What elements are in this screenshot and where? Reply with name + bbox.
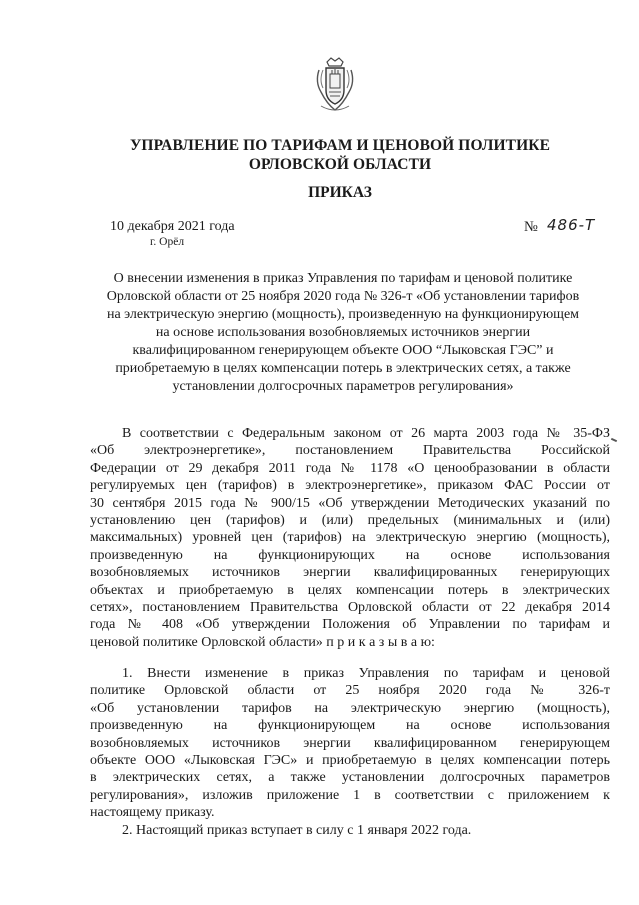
document-date: 10 декабря 2021 года [110, 219, 235, 234]
subject-line: приобретаемую в целях компенсации потерь в электрических сетях, а также [115, 361, 571, 376]
subject-line: на основе использования возобновляемых источников энергии [155, 325, 531, 340]
document-city: г. Орёл [150, 236, 185, 248]
item-1-line: настоящему приказу. [90, 805, 215, 821]
preamble-line: произведенную на функционирующих на основе использования [90, 547, 610, 563]
item-1-line: произведенную на функционирующем на основе использования [90, 718, 610, 734]
item-1-line: регулирования», изложив приложение 1 в соответствии с приложением к [90, 787, 610, 803]
item-1-line: объекте ООО «Лыковская ГЭС» и приобретаемую в целях компенсации потерь [90, 753, 610, 769]
preamble-line: объектах и приобретаемую в целях компенсации потерь в электрических [90, 582, 610, 598]
preamble-line: регулируемых цен (тарифов) в электроэнергетике», приказом ФАС России от [90, 478, 610, 494]
item-1-line: «Об установлении тарифов на электрическую энергию (мощность), [90, 700, 610, 716]
preamble-line: возобновляемых источников энергии квалифицированных генерирующих [90, 565, 610, 581]
document-number-label: № [524, 219, 538, 235]
item-1-line: политике Орловской области от 25 ноября 2020 года № 326-т [90, 683, 610, 699]
preamble-line: ценовой политике Орловской области» п р и к а з ы в а ю: [90, 634, 435, 650]
agency-name [60, 136, 620, 174]
subject-line: установлении долгосрочных параметров регулирования» [172, 379, 514, 394]
subject-line: квалифицированном генерирующем объекте ООО “Лыковская ГЭС” и [132, 343, 554, 358]
subject-line: О внесении изменения в приказ Управления по тарифам и ценовой политике [113, 271, 573, 286]
preamble-line: В соответствии с Федеральным законом от 26 марта 2003 года № 35-ФЗ [122, 426, 610, 441]
preamble-line: максимальных) уровней цен (тарифов) на электрическую энергию (мощность), [90, 530, 610, 546]
document-number-handwritten: 486-Т [547, 216, 596, 234]
preamble-line: сетях», постановлением Правительства Орловской области от 22 декабря 2014 [90, 599, 610, 615]
item-1-line: возобновляемых источников энергии квалифицированном генерирующем [90, 735, 610, 751]
agency-name-line-2: ОРЛОВСКОЙ ОБЛАСТИ [248, 156, 432, 173]
preamble-line: установлению цен (тарифов) и (или) предельных (минимальных и (или) [90, 512, 610, 528]
preamble-line: Федерации от 29 декабря 2011 года № 1178 «О ценообразовании в области [90, 460, 610, 476]
preamble-line: «Об электроэнергетике», постановлением Правительства Российской [90, 443, 610, 459]
subject-line: Орловской области от 25 ноября 2020 года № 326-т «Об установлении тарифов [106, 289, 580, 304]
preamble-line: 30 сентября 2015 года № 900/15 «Об утверждении Методических указаний по [90, 495, 610, 511]
item-2: 2. Настоящий приказ вступает в силу с 1 января 2022 года. [122, 822, 472, 838]
document-type-title: ПРИКАЗ [308, 184, 372, 201]
coat-of-arms-emblem-icon [313, 56, 357, 114]
item-1-line: 1. Внести изменение в приказ Управления по тарифам и ценовой [122, 666, 610, 682]
subject-line: на электрическую энергию (мощность), произведенную на функционирующем [106, 307, 580, 322]
order-body [90, 425, 610, 839]
item-1-line: в электрических сетях, а также установлении долгосрочных параметров [90, 770, 610, 786]
order-subject [78, 270, 608, 396]
preamble-line: года № 408 «Об утверждении Положения об Управлении по тарифам и [90, 617, 610, 633]
margin-mark [611, 438, 617, 442]
agency-name-line-1: УПРАВЛЕНИЕ ПО ТАРИФАМ И ЦЕНОВОЙ ПОЛИТИКЕ [129, 137, 551, 154]
